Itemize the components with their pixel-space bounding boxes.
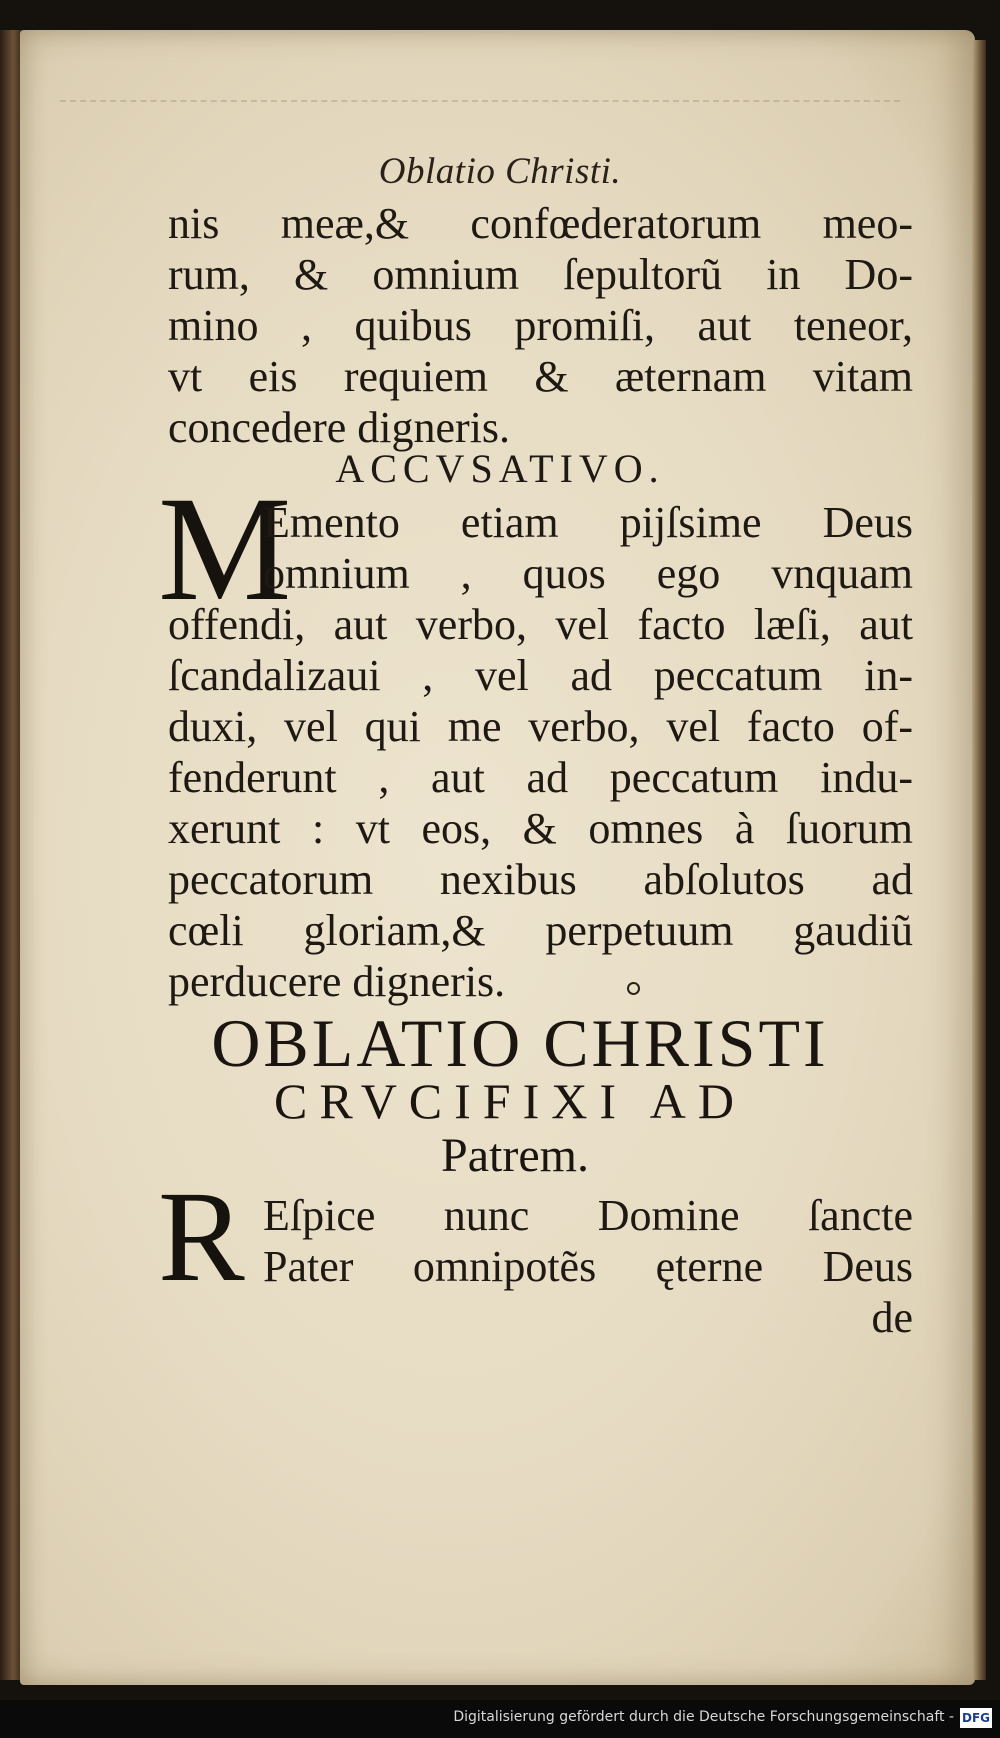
drop-capital-r: R <box>158 1165 245 1309</box>
text-line: Eſpice nunc Domine ſancte <box>263 1191 913 1240</box>
text-line: mino , quibus promiſi, aut teneor, <box>168 301 913 350</box>
text-line: cœli gloriam,& perpetuum gaudiũ <box>168 906 913 955</box>
page-edge <box>972 40 986 1680</box>
text-line: Pater omnipotẽs ęterne Deus <box>263 1242 913 1291</box>
text-line: duxi, vel qui me verbo, vel facto of- <box>168 702 913 751</box>
section-heading-accusativo: ACCVSATIVO. <box>335 446 665 491</box>
text-line: perducere digneris. <box>168 957 506 1006</box>
dfg-logo: DFG <box>960 1708 992 1728</box>
paper-crease <box>60 100 900 106</box>
section-title-line-2: CRVCIFIXI AD <box>274 1073 746 1129</box>
paragraph-accusativo <box>168 497 913 1007</box>
text-line: nis meæ,& confœderatorum meo- <box>168 199 913 248</box>
catchword: de <box>871 1293 913 1342</box>
circle-ornament-icon <box>627 982 640 995</box>
text-line: omnium , quos ego vnquam <box>263 549 913 598</box>
text-line: fenderunt , aut ad peccatum indu- <box>168 753 913 802</box>
drop-capital-m: M <box>158 466 292 632</box>
text-line: rum, & omnium ſepultorũ in Do- <box>168 250 913 299</box>
text-line: xerunt : vt eos, & omnes à ſuorum <box>168 804 913 853</box>
text-line: offendi, aut verbo, vel facto læſi, aut <box>168 600 913 649</box>
paragraph-oblatio <box>168 1190 913 1343</box>
text-line: vt eis requiem & æternam vitam <box>168 352 913 401</box>
footer-credit-text: Digitalisierung gefördert durch die Deutsche Forschungsgemeinschaft - <box>453 1709 954 1725</box>
text-line: Emento etiam pijſsime Deus <box>263 498 913 547</box>
section-title-line-1: OBLATIO CHRISTI <box>211 1005 829 1081</box>
section-title-line-3: Patrem. <box>441 1129 589 1182</box>
text-line: concedere digneris. <box>168 403 511 452</box>
running-head: Oblatio Christi. <box>378 151 622 192</box>
text-line: ſcandalizaui , vel ad peccatum in- <box>168 651 913 700</box>
digitization-footer <box>0 1700 1000 1738</box>
book-binding <box>0 30 22 1680</box>
paragraph-continuation <box>168 198 913 453</box>
text-line: peccatorum nexibus abſolutos ad <box>168 855 913 904</box>
